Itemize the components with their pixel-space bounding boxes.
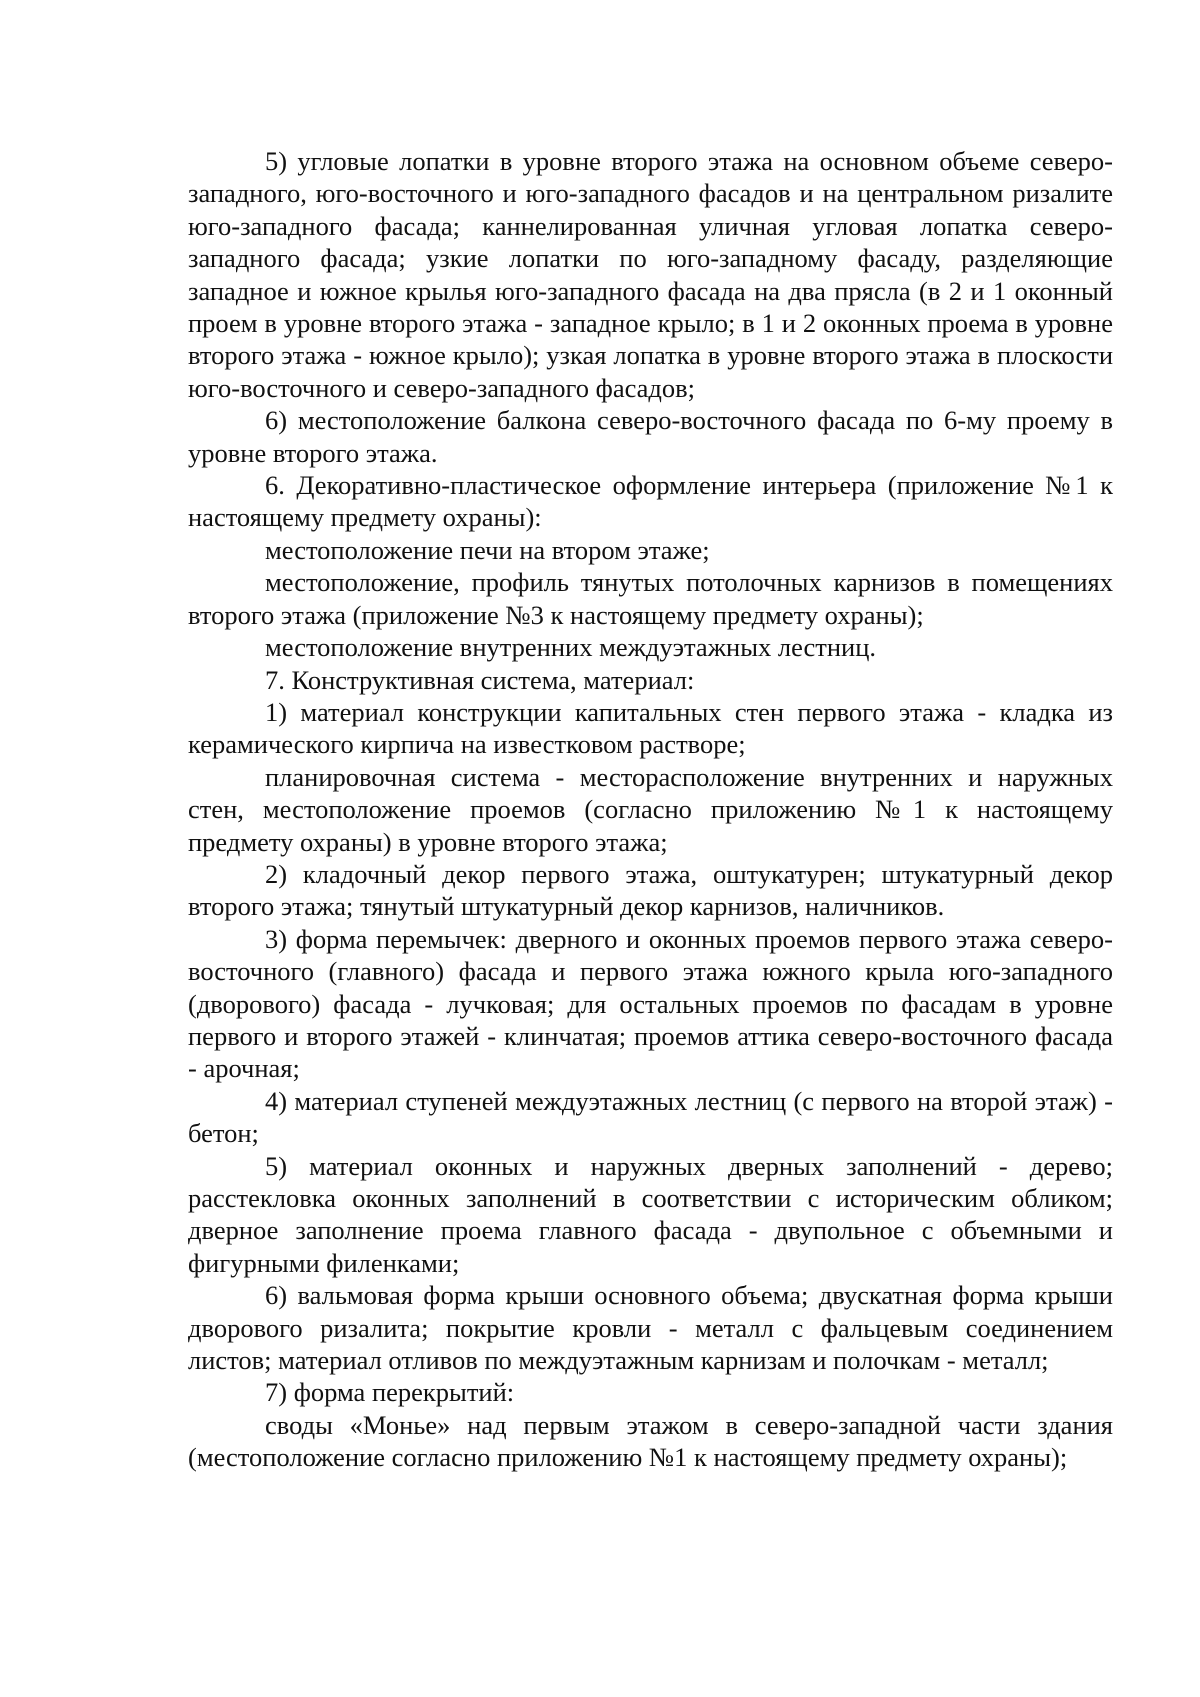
section-heading-interior: 6. Декоративно-пластическое оформление интерьера (приложение №1 к настоящему предмету охраны): [188, 470, 1113, 533]
paragraph-stairs-location: местоположение внутренних междуэтажных лестниц. [265, 632, 877, 663]
paragraph-walls-material: 1) материал конструкции капитальных стен первого этажа - кладка из керамического кирпича на известковом растворе; [188, 696, 1113, 760]
paragraph-steps-material: 4) материал ступеней междуэтажных лестниц (с первого на второй этаж) - бетон; [188, 1085, 1113, 1149]
paragraph-roof: 6) вальмовая форма крыши основного объема; двускатная форма крыши дворового ризалита; покрытие кровли - металл с фальцевым соединением листов; материал отливов по междуэтажным карнизам и полочкам - металл; [188, 1280, 1113, 1376]
paragraph-floors-form: 7) форма перекрытий: [265, 1377, 515, 1408]
paragraph-fillings: 5) материал оконных и наружных дверных заполнений - дерево; расстекловка оконных заполнений в соответствии с историческим обликом; дверное заполнение проема главного фасада - двупольное с объемными и фигурными филенками; [188, 1150, 1113, 1278]
paragraph-monier-vaults: своды «Монье» над первым этажом в северо-западной части здания (местоположение согласно приложению №1 к настоящему предмету охраны); [188, 1409, 1113, 1473]
document-body [188, 145, 1113, 1474]
section-heading-structure: 7. Конструктивная система, материал: [265, 664, 695, 695]
paragraph-masonry-decor: 2) кладочный декор первого этажа, оштукатурен; штукатурный декор второго этажа; тянутый штукатурный декор карнизов, наличников. [188, 858, 1113, 922]
paragraph-planning-system: планировочная система - месторасположение внутренних и наружных стен, местоположение проемов (согласно приложению №1 к настоящему предмету охраны) в уровне второго этажа; [188, 761, 1113, 857]
paragraph-lintels: 3) форма перемычек: дверного и оконных проемов первого этажа северо-восточного (главного) фасада и первого этажа южного крыла юго-западного (дворового) фасада - лучковая; для остальных проемов по фасадам в уровне первого и второго этажей - клинчатая; проемов аттика северо-восточного фасада - арочная; [188, 923, 1113, 1084]
paragraph-pilasters: 5) угловые лопатки в уровне второго этажа на основном объеме северо-западного, юго-восточного и юго-западного фасадов и на центральном ризалите юго-западного фасада; каннелированная уличная угловая лопатка северо-западного фасада; узкие лопатки по юго-западному фасаду, разделяющие западное и южное крылья юго-западного фасада на два прясла (в 2 и 1 оконный проем в уровне второго этажа - западное крыло; в 1 и 2 оконных проема в уровне второго этажа - южное крыло); узкая лопатка в уровне второго этажа в плоскости юго-восточного и северо-западного фасадов; [188, 146, 1113, 403]
paragraph-stove: местоположение печи на втором этаже; [265, 534, 710, 565]
paragraph-balcony: 6) местоположение балкона северо-восточного фасада по 6-му проему в уровне второго этажа. [188, 405, 1113, 468]
paragraph-cornices: местоположение, профиль тянутых потолочных карнизов в помещениях второго этажа (приложение №3 к настоящему предмету охраны); [188, 567, 1113, 630]
